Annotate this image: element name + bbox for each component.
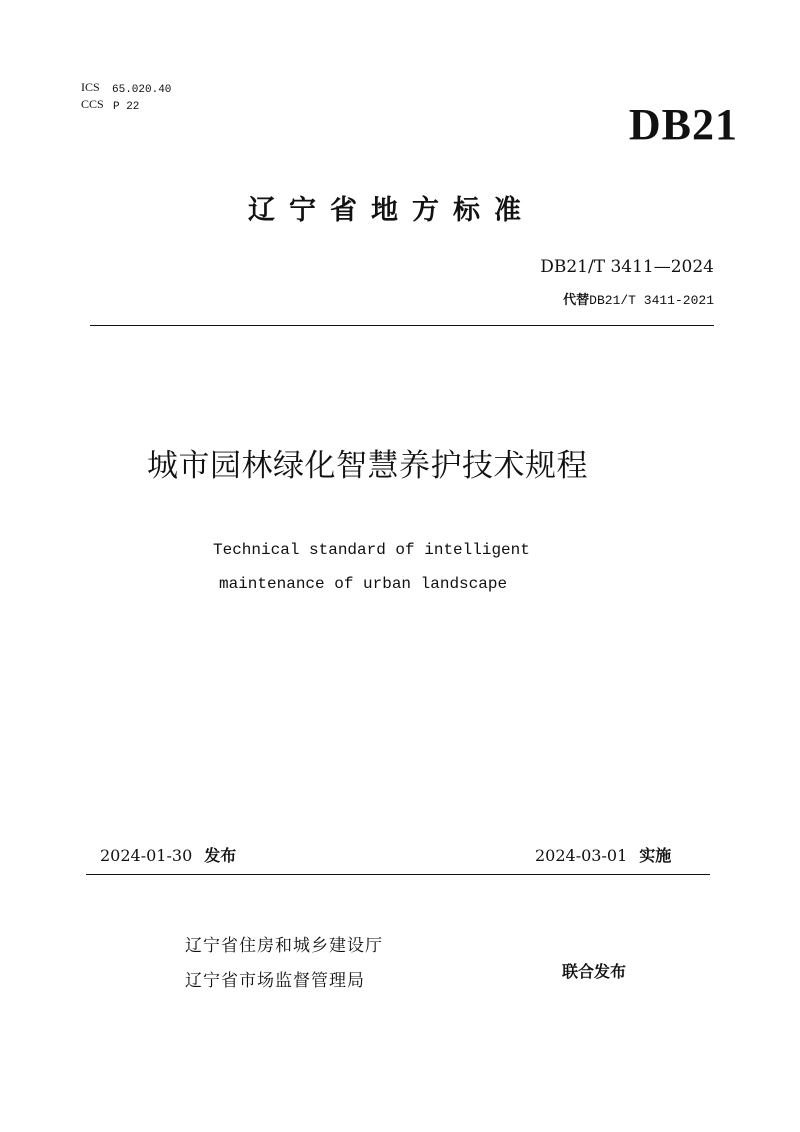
publish-date-line [100,845,236,867]
implement-date-line [535,845,671,867]
joint-issue-label: 联合发布 [562,962,627,981]
ccs-code: P 22 [113,101,140,113]
document-title-en-line1: Technical standard of intelligent [213,541,530,559]
ics-label: ICS [81,80,100,94]
implement-date: 2024-03-01 [535,846,628,865]
ccs-label: CCS [81,97,104,111]
publish-label: 发布 [204,846,237,865]
implement-label: 实施 [639,846,672,865]
replaces-code: DB21/T 3411-2021 [589,293,714,308]
replaces-prefix: 代替 [563,293,590,308]
issuer-housing-department: 辽宁省住房和城乡建设厅 [185,936,383,956]
header-divider [90,325,714,326]
issuer-market-regulation: 辽宁省市场监督管理局 [185,971,365,991]
standard-mark: DB21 [628,100,738,149]
standard-number: DB21/T 3411—2024 [540,257,714,277]
publish-date: 2024-01-30 [100,846,193,865]
document-title-en-line2: maintenance of urban landscape [219,575,508,593]
document-title-cn: 城市园林绿化智慧养护技术规程 [147,448,588,484]
footer-divider [86,874,710,875]
ics-code: 65.020.40 [112,84,172,96]
replaces-line [563,292,714,310]
standard-type-heading: 辽宁省地方标准 [248,195,535,226]
